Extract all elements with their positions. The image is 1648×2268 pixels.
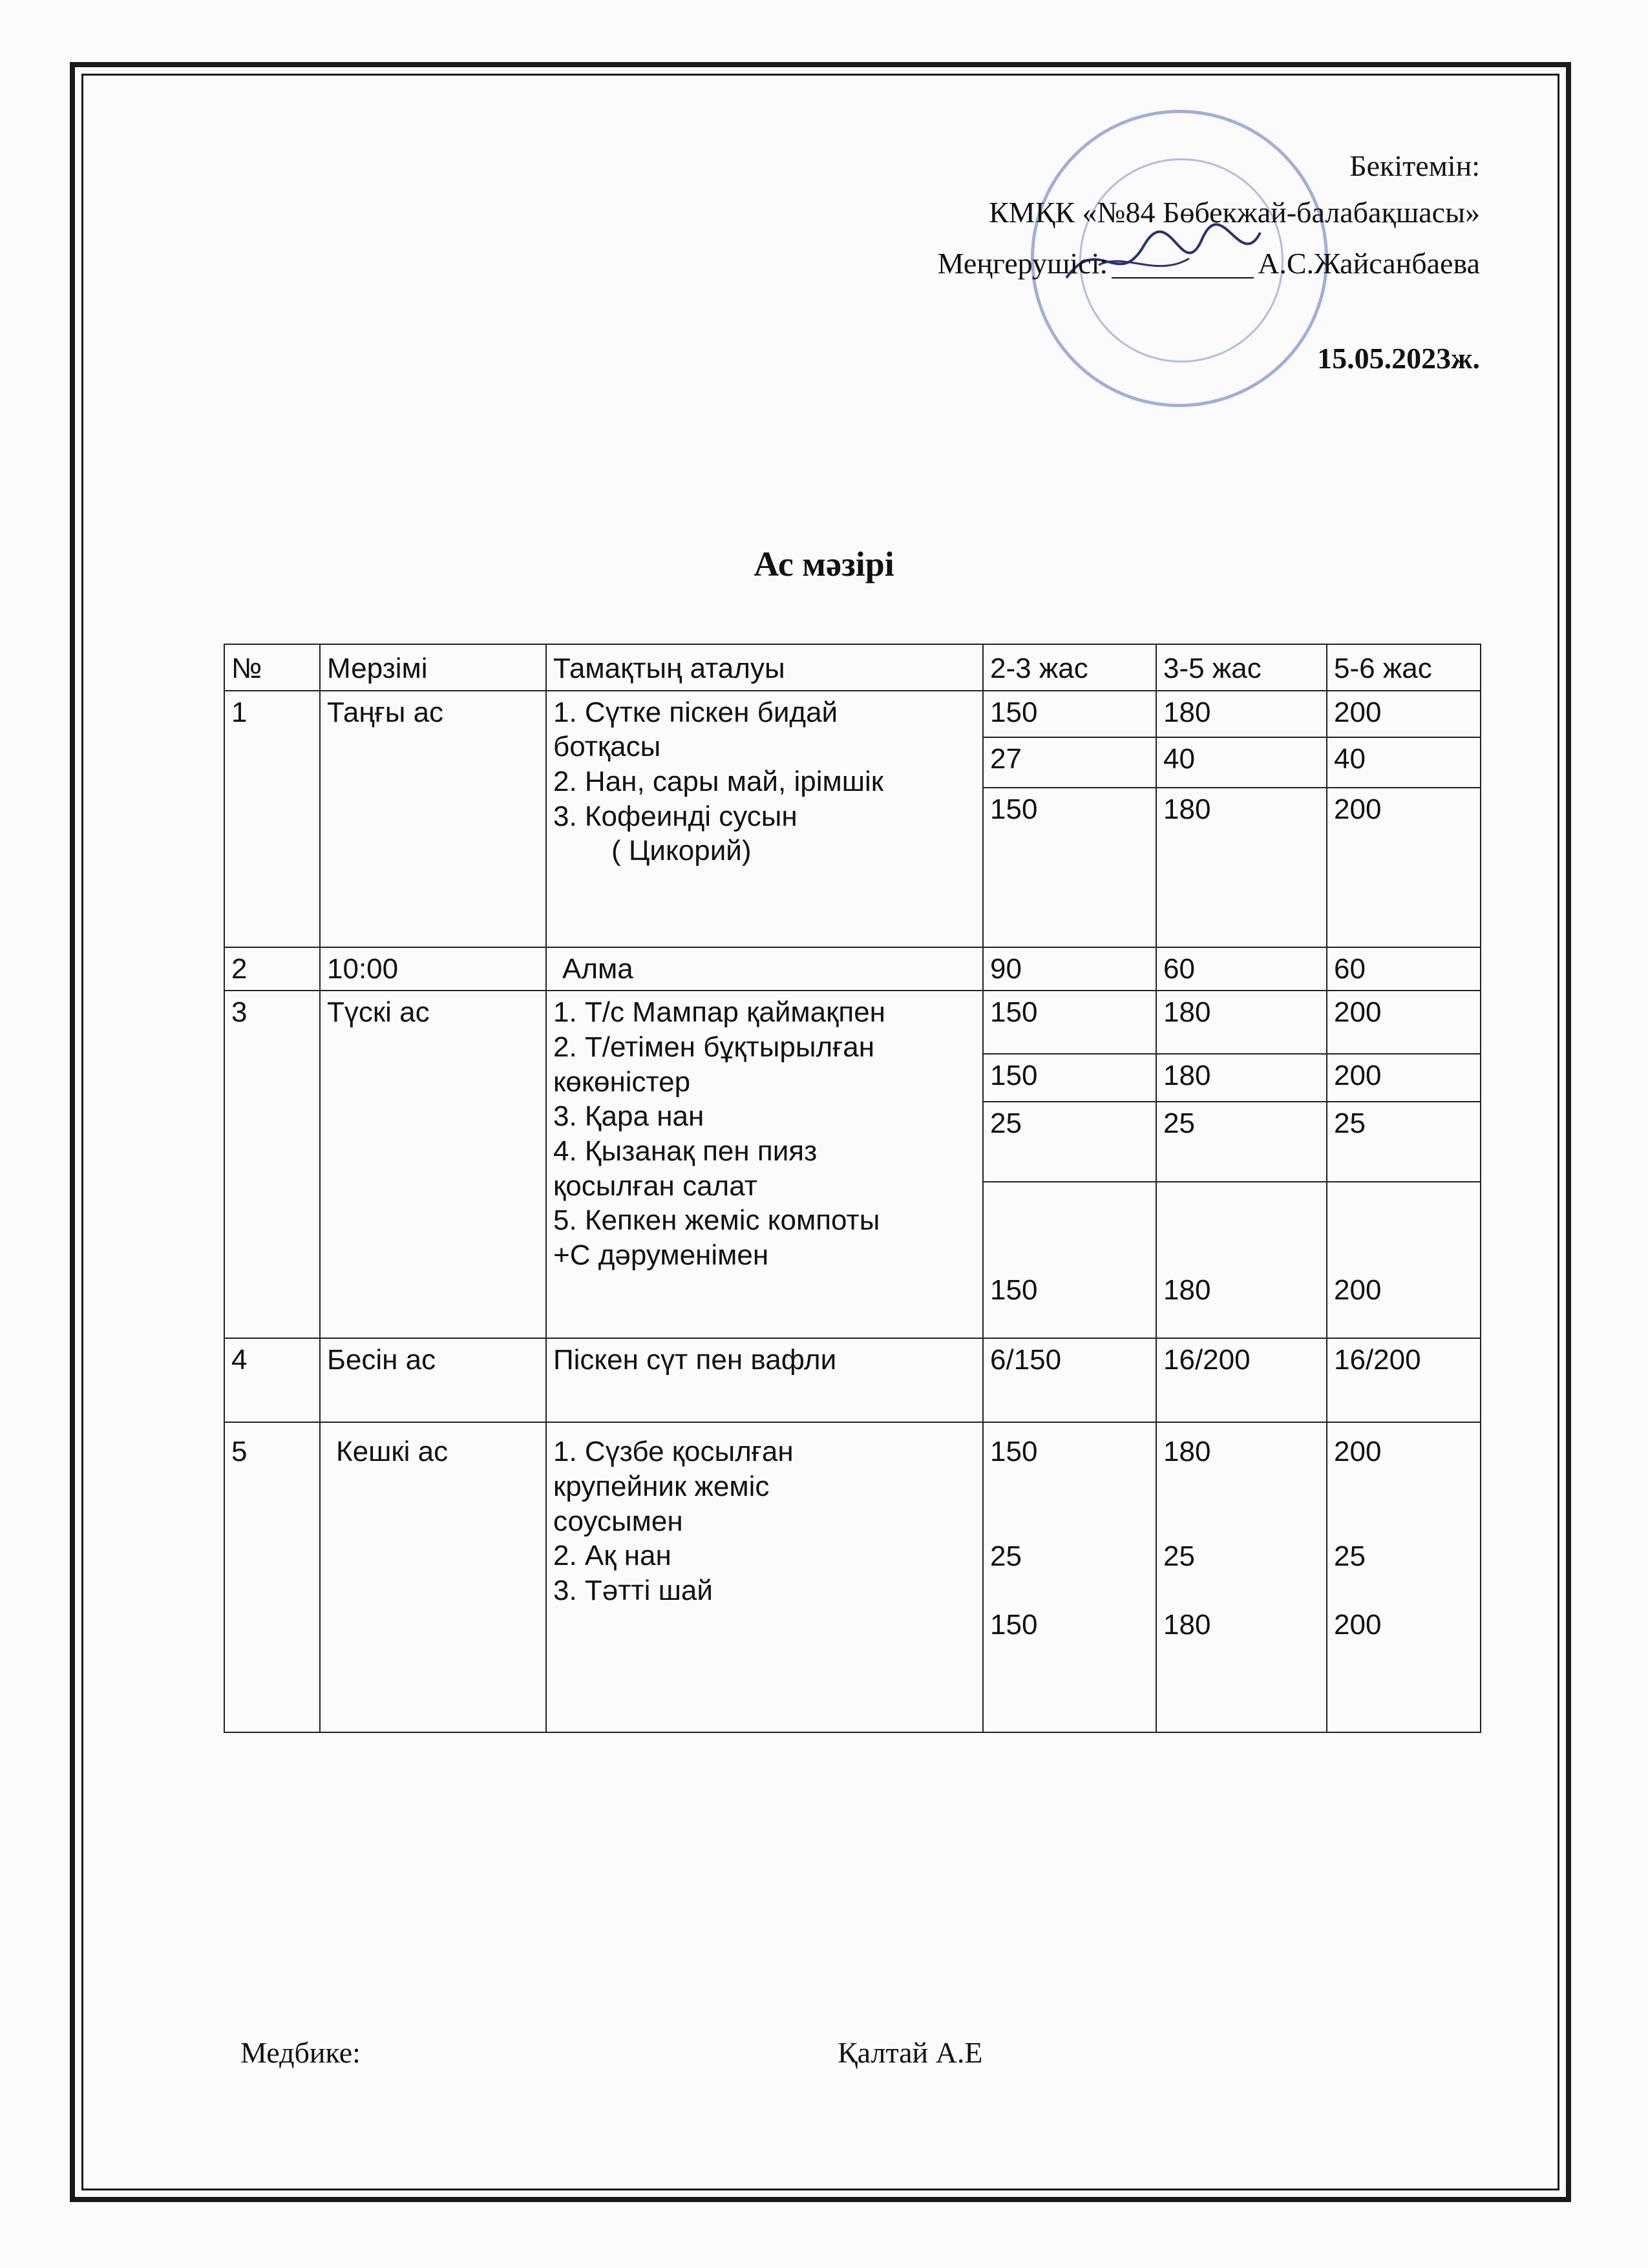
dish-line: көкөністер bbox=[553, 1066, 691, 1098]
qty-value: 150 bbox=[990, 1436, 1038, 1468]
qty-value: 25 bbox=[1163, 1540, 1195, 1573]
qty-2-3 bbox=[983, 991, 1156, 1338]
dish-line: қосылған салат bbox=[553, 1170, 757, 1202]
meal-time: Кешкі ас bbox=[320, 1422, 546, 1732]
qty-5-6 bbox=[1327, 991, 1481, 1338]
qty-5-6 bbox=[1327, 1422, 1481, 1732]
dish-line: 2. Ақ нан bbox=[553, 1540, 671, 1572]
qty-value: 60 bbox=[1156, 947, 1327, 991]
qty-value: 200 bbox=[1334, 1274, 1382, 1307]
dish-line: Піскен сүт пен вафли bbox=[553, 1344, 837, 1376]
dish-line: 1. Сүтке піскен бидай bbox=[553, 696, 838, 728]
meal-time: 10:00 bbox=[320, 947, 546, 991]
dish-line: ( Цикорий) bbox=[611, 835, 752, 867]
dish-line: 2. Нан, сары май, ірімшік bbox=[553, 766, 884, 798]
qty-value: 180 bbox=[1157, 691, 1326, 738]
qty-value: 6/150 bbox=[983, 1338, 1156, 1422]
dish-line: крупейник жеміс bbox=[553, 1471, 770, 1503]
qty-value: 25 bbox=[990, 1540, 1022, 1573]
qty-value: 90 bbox=[983, 947, 1156, 991]
qty-value: 150 bbox=[990, 1274, 1038, 1307]
qty-5-6 bbox=[1327, 691, 1481, 947]
column-header: 2-3 жас bbox=[983, 644, 1156, 691]
table-row bbox=[224, 1422, 1481, 1732]
table-header-row bbox=[224, 644, 1481, 691]
qty-value: 150 bbox=[990, 793, 1038, 825]
head-name: А.С.Жайсанбаева bbox=[1258, 247, 1480, 280]
dish-line: соусымен bbox=[553, 1505, 683, 1537]
dish-line: 4. Қызанақ пен пияз bbox=[553, 1135, 818, 1168]
dish-line: Алма bbox=[562, 952, 633, 985]
qty-value: 150 bbox=[984, 991, 1156, 1055]
approve-label: Бекітемін: bbox=[1349, 149, 1480, 182]
qty-value: 150 bbox=[984, 1055, 1156, 1102]
dish-line: 3. Қара нан bbox=[553, 1100, 704, 1133]
qty-value: 25 bbox=[1327, 1102, 1480, 1182]
qty-value: 180 bbox=[1163, 1436, 1211, 1468]
column-header: № bbox=[224, 644, 320, 691]
table-row bbox=[224, 991, 1481, 1338]
qty-value: 200 bbox=[1327, 991, 1480, 1055]
dish-line: 1. Сүзбе қосылған bbox=[553, 1436, 794, 1468]
qty-value: 200 bbox=[1334, 1436, 1382, 1468]
row-number: 5 bbox=[224, 1422, 320, 1732]
meal-time: Түскі ас bbox=[320, 991, 546, 1338]
qty-3-5 bbox=[1156, 1422, 1327, 1732]
table-row bbox=[224, 947, 1481, 991]
qty-value: 180 bbox=[1157, 1055, 1326, 1102]
dish-list bbox=[546, 1338, 983, 1422]
qty-value: 200 bbox=[1327, 691, 1480, 738]
dish-line: 3. Тәтті шай bbox=[553, 1575, 713, 1607]
qty-value: 40 bbox=[1157, 738, 1326, 788]
nurse-name: Қалтай А.Е bbox=[838, 2036, 983, 2069]
qty-value: 40 bbox=[1327, 738, 1480, 788]
organization-name: КМҚК «№84 Бөбекжай-балабақшасы» bbox=[989, 196, 1480, 229]
qty-value: 150 bbox=[990, 1608, 1038, 1641]
dish-list bbox=[546, 691, 983, 947]
qty-value: 25 bbox=[984, 1102, 1156, 1182]
head-signature-line bbox=[938, 249, 1480, 278]
column-header: Мерзімі bbox=[320, 644, 546, 691]
row-number: 2 bbox=[224, 947, 320, 991]
table-row bbox=[224, 1338, 1481, 1422]
dish-list bbox=[546, 947, 983, 991]
head-label: Меңгерушісі: bbox=[937, 247, 1108, 280]
dish-line: 2. Т/етімен бұқтырылған bbox=[553, 1031, 875, 1064]
dish-line: +С дәруменімен bbox=[553, 1239, 769, 1272]
page-title: Ас мәзірі bbox=[754, 545, 894, 583]
qty-3-5 bbox=[1156, 991, 1327, 1338]
qty-value: 25 bbox=[1157, 1102, 1326, 1182]
menu-table bbox=[224, 644, 1481, 1733]
qty-value: 200 bbox=[1334, 793, 1382, 825]
qty-2-3 bbox=[983, 691, 1156, 947]
qty-value: 180 bbox=[1163, 1608, 1211, 1641]
row-number: 3 bbox=[224, 991, 320, 1338]
qty-value: 25 bbox=[1334, 1540, 1366, 1573]
meal-time: Бесін ас bbox=[320, 1338, 546, 1422]
row-number: 4 bbox=[224, 1338, 320, 1422]
qty-value: 150 bbox=[984, 691, 1156, 738]
qty-2-3 bbox=[983, 1422, 1156, 1732]
qty-value: 60 bbox=[1327, 947, 1481, 991]
approval-date: 15.05.2023ж. bbox=[1317, 342, 1480, 375]
qty-value: 27 bbox=[984, 738, 1156, 788]
row-number: 1 bbox=[224, 691, 320, 947]
nurse-label: Медбике: bbox=[240, 2036, 361, 2069]
qty-value: 16/200 bbox=[1327, 1338, 1481, 1422]
column-header: 5-6 жас bbox=[1327, 644, 1481, 691]
dish-list bbox=[546, 991, 983, 1338]
dish-line: 1. Т/с Мампар қаймақпен bbox=[553, 996, 885, 1029]
column-header: Тамақтың аталуы bbox=[546, 644, 983, 691]
qty-value: 200 bbox=[1327, 1055, 1480, 1102]
qty-3-5 bbox=[1156, 691, 1327, 947]
dish-line: 3. Кофеинді сусын bbox=[553, 800, 798, 832]
signature-blank bbox=[1112, 251, 1254, 278]
qty-value: 180 bbox=[1163, 793, 1211, 825]
qty-value: 200 bbox=[1334, 1608, 1382, 1641]
meal-time: Таңғы ас bbox=[320, 691, 546, 947]
qty-value: 180 bbox=[1163, 1274, 1211, 1307]
table-row bbox=[224, 691, 1481, 947]
qty-value: 180 bbox=[1157, 991, 1326, 1055]
dish-line: 5. Кепкен жеміс компоты bbox=[553, 1204, 880, 1237]
dish-line: ботқасы bbox=[553, 731, 661, 763]
qty-value: 16/200 bbox=[1156, 1338, 1327, 1422]
column-header: 3-5 жас bbox=[1156, 644, 1327, 691]
dish-list bbox=[546, 1422, 983, 1732]
